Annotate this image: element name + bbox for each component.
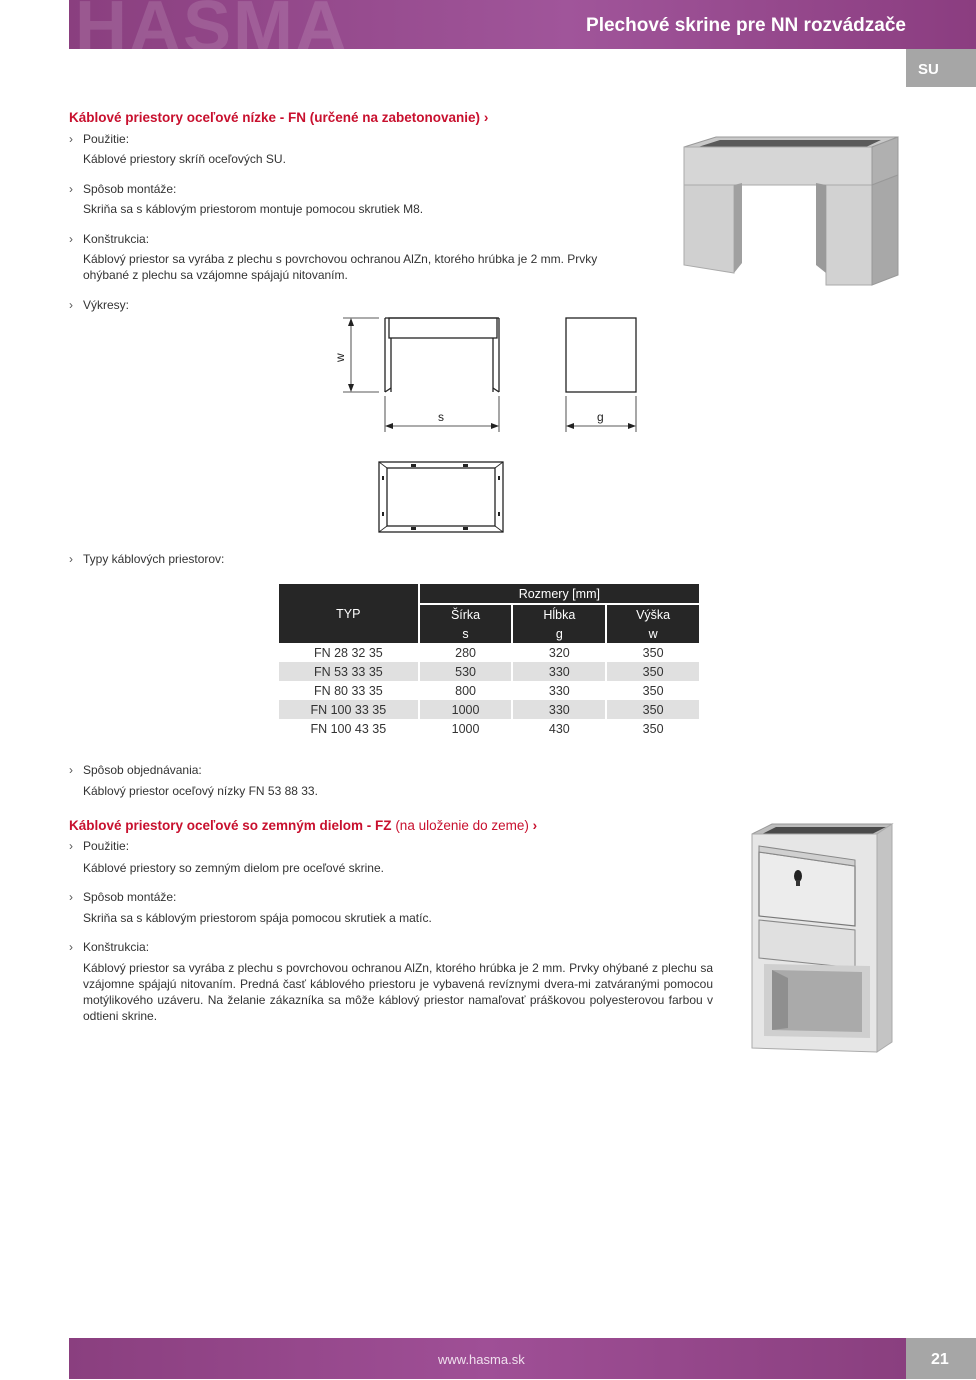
label-montaz: Spôsob montáže: bbox=[83, 182, 177, 196]
page-number-tab bbox=[906, 1338, 976, 1379]
label-montaz-2: Spôsob montáže: bbox=[83, 890, 177, 904]
page-number: 21 bbox=[931, 1351, 949, 1368]
bullet-konstrukcia bbox=[69, 232, 149, 246]
bullet-vykresy bbox=[69, 298, 129, 312]
bullet-konstrukcia-2 bbox=[69, 940, 149, 954]
bullet-arrow-icon: › bbox=[69, 552, 73, 566]
bullet-arrow-icon: › bbox=[69, 839, 73, 853]
footer-url: www.hasma.sk bbox=[438, 1352, 525, 1367]
col-header-width: Šírka bbox=[420, 605, 512, 624]
bullet-arrow-icon: › bbox=[69, 182, 73, 196]
section-tab bbox=[906, 49, 976, 87]
cell-w: 350 bbox=[607, 662, 699, 681]
text-konstrukcia-line1: Káblový priestor sa vyrába z plechu s povrchovou ochranou AlZn, ktorého hrúbka je 2 mm. Prvky bbox=[83, 252, 598, 266]
text-montaz-2: Skriňa sa s káblovým priestorom spája pomocou skrutiek a matíc. bbox=[83, 911, 432, 925]
text-objednavanie: Káblový priestor oceľový nízky FN 53 88 33. bbox=[83, 784, 318, 798]
cell-typ: FN 80 33 35 bbox=[313, 683, 383, 698]
bullet-arrow-icon: › bbox=[69, 132, 73, 146]
section2-title-normal: (na uloženie do zeme) bbox=[395, 818, 529, 833]
col-header-height-sym: w bbox=[607, 624, 699, 643]
dimensions-table bbox=[277, 584, 701, 738]
section2-title-arrow-icon: › bbox=[532, 818, 538, 833]
drawing-label-s: s bbox=[438, 410, 444, 424]
bullet-pouzitie bbox=[69, 132, 129, 146]
section2-title bbox=[69, 818, 537, 833]
drawing-label-w: w bbox=[333, 353, 347, 362]
bullet-objednavanie bbox=[69, 763, 202, 777]
cell-s: 1000 bbox=[451, 721, 480, 736]
bullet-montaz bbox=[69, 182, 176, 196]
label-pouzitie: Použitie: bbox=[83, 132, 130, 146]
label-typy: Typy káblových priestorov: bbox=[83, 552, 225, 566]
text-konstrukcia-line2: ohýbané z plechu sa vzájomne spájajú nitovaním. bbox=[83, 268, 348, 282]
cell-typ: FN 53 33 35 bbox=[279, 662, 418, 681]
bullet-arrow-icon: › bbox=[69, 940, 73, 954]
table-row bbox=[279, 662, 699, 681]
cell-g: 330 bbox=[513, 662, 605, 681]
cell-w: 350 bbox=[607, 700, 699, 719]
text-konstrukcia-2: Káblový priestor sa vyrába z plechu s povrchovou ochranou AlZn, ktorého hrúbka je 2 mm. Prvky ohýbané z plechu sa vzájomne spájajú nitovaním. Predná časť káblového priestoru je vybavená revíznymi dvera-mi zatváranými pomocou motýlikového uzáveru. Na želanie zákazníka sa môže káblový priestor namaľovať práškovou polyesterovou farbou v odtieni skrine. bbox=[83, 961, 713, 1023]
table-row bbox=[279, 700, 699, 719]
cell-g: 430 bbox=[548, 721, 570, 736]
label-konstrukcia-2: Konštrukcia: bbox=[83, 940, 150, 954]
page-title: Plechové skrine pre NN rozvádzače bbox=[586, 15, 906, 36]
cell-typ: FN 100 43 35 bbox=[310, 721, 387, 736]
table-row bbox=[279, 643, 699, 662]
cell-s: 280 bbox=[455, 645, 476, 660]
cell-w: 350 bbox=[642, 645, 664, 660]
col-header-height: Výška bbox=[607, 605, 699, 624]
bullet-arrow-icon: › bbox=[69, 763, 73, 777]
bullet-pouzitie-2 bbox=[69, 839, 129, 853]
table-row bbox=[279, 681, 699, 700]
cell-w: 350 bbox=[642, 683, 664, 698]
col-header-depth: Hĺbka bbox=[513, 605, 605, 624]
cell-g: 330 bbox=[513, 700, 605, 719]
cell-typ: FN 28 32 35 bbox=[313, 645, 383, 660]
cell-s: 1000 bbox=[420, 700, 512, 719]
fn-product-photo bbox=[676, 135, 908, 295]
section1-title-text: Káblové priestory oceľové nízke - FN (určené na zabetonovanie) bbox=[69, 110, 481, 125]
drawing-label-g: g bbox=[597, 410, 604, 424]
cell-g: 330 bbox=[548, 683, 570, 698]
section2-title-bold: Káblové priestory oceľové so zemným dielom - FZ bbox=[69, 818, 392, 833]
bullet-arrow-icon: › bbox=[69, 298, 73, 312]
label-pouzitie-2: Použitie: bbox=[83, 839, 130, 853]
label-vykresy: Výkresy: bbox=[83, 298, 130, 312]
page-footer bbox=[69, 1338, 906, 1379]
col-header-width-sym: s bbox=[420, 624, 512, 643]
bullet-arrow-icon: › bbox=[69, 232, 73, 246]
bullet-arrow-icon: › bbox=[69, 890, 73, 904]
page-header bbox=[69, 0, 976, 67]
text-montaz: Skriňa sa s káblovým priestorom montuje pomocou skrutiek M8. bbox=[83, 202, 424, 216]
cell-s: 800 bbox=[455, 683, 476, 698]
col-header-group: Rozmery [mm] bbox=[420, 584, 699, 605]
col-header-depth-sym: g bbox=[513, 624, 605, 643]
brand-watermark: HASMA bbox=[75, 0, 349, 67]
fn-technical-drawing bbox=[335, 312, 655, 542]
section-tab-label: SU bbox=[918, 61, 939, 78]
bullet-typy bbox=[69, 552, 224, 566]
bullet-montaz-2 bbox=[69, 890, 176, 904]
cell-g: 320 bbox=[548, 645, 570, 660]
cell-w: 350 bbox=[642, 721, 664, 736]
text-pouzitie-2: Káblové priestory so zemným dielom pre oceľové skrine. bbox=[83, 861, 384, 875]
section1-title-arrow-icon: › bbox=[483, 110, 489, 125]
label-konstrukcia: Konštrukcia: bbox=[83, 232, 150, 246]
label-objednavanie: Spôsob objednávania: bbox=[83, 763, 202, 777]
fz-product-photo bbox=[742, 816, 908, 1064]
text-pouzitie: Káblové priestory skríň oceľových SU. bbox=[83, 152, 286, 166]
table-row bbox=[279, 719, 699, 738]
cell-s: 530 bbox=[420, 662, 512, 681]
section1-title bbox=[69, 110, 488, 125]
cell-typ: FN 100 33 35 bbox=[279, 700, 418, 719]
col-header-typ: TYP bbox=[279, 584, 418, 643]
